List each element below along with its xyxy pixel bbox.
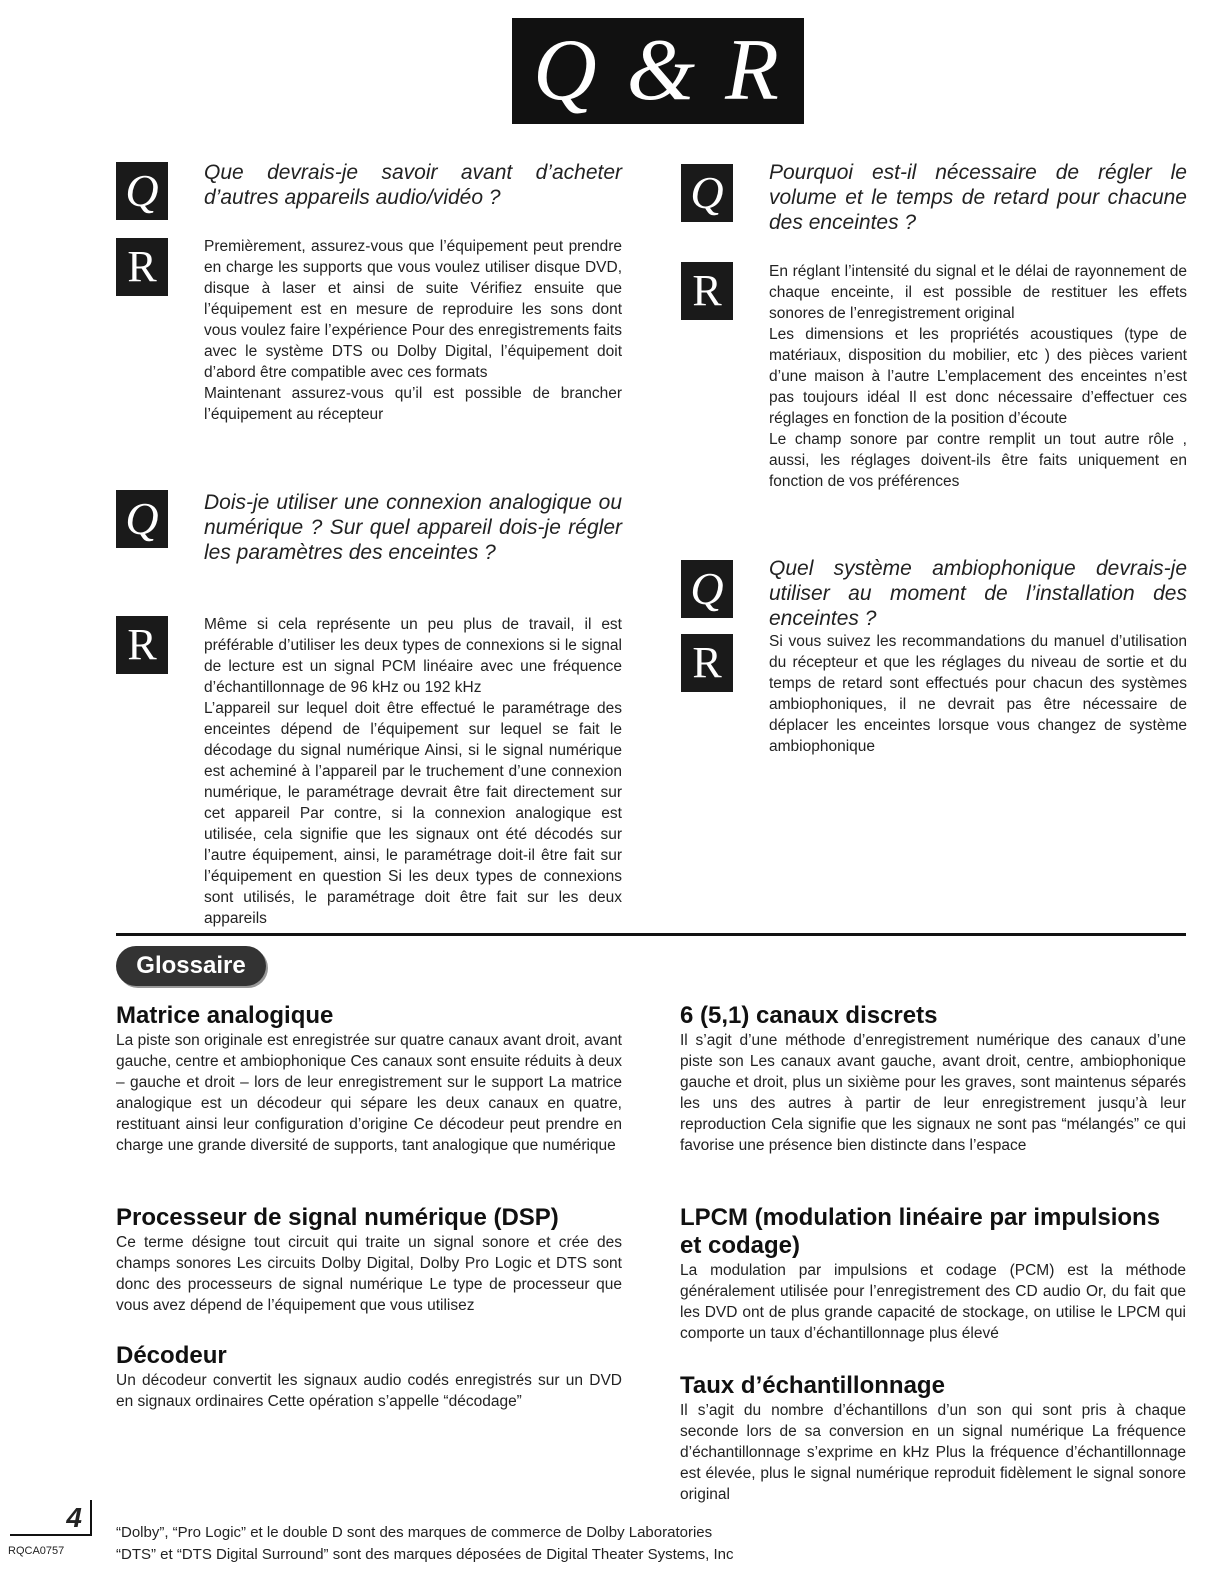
glossary-term: 6 (5,1) canaux discrets [680, 1002, 938, 1029]
question-2: Dois-je utiliser une connexion analogique ou numérique ? Sur quel appareil dois-je régler les paramètres des enceintes ? [204, 491, 622, 564]
answer-4-paragraph: Si vous suivez les recommandations du manuel d’utilisation du récepteur et que les réglages du niveau de sortie et du temps de retard sont effectués pour chacun des systèmes ambiophoniques, il ne devrait pas être nécessaire de déplacer les enceintes lorsque vous changez de système ambiophonique [769, 633, 1187, 755]
answer-1-paragraph: Premièrement, assurez-vous que l’équipement peut prendre en charge les supports que vous voulez utiliser disque DVD, disque à laser et ainsi de suite Vérifiez ensuite que l’équipement est en mesure de reproduire les sons dont vous voulez faire l’expérience Pour des enregistrements faits avec le système DTS ou Dolby Digital, l’équipement doit d’abord être compatible avec ces formats [204, 238, 622, 381]
answer-2-paragraph: L’appareil sur lequel doit être effectué le paramétrage des enceintes dépend de l’équipement sur lequel se fait le décodage du signal numérique Ainsi, si le signal numérique est acheminé à l’appareil par le truchement d’une connexion numérique, le paramétrage devrait être fait directement sur cet appareil Par contre, si la connexion analogique est utilisée, cela signifie que les signaux ont été décodés sur l’autre équipement, ainsi, le paramétrage doit-il être fait sur l’équipement en question Si les deux types de connexions sont utilisés, le paramétrage doit être fait sur les deux appareils [204, 700, 622, 927]
glossary-definition: La modulation par impulsions et codage (PCM) est la méthode généralement utilisée pour l’enregistrement des CD audio Or, du fait que les DVD ont de plus grande capacité de stockage, on utilise le LPCM qui comporte un taux d’échantillonnage plus élevé [680, 1262, 1186, 1342]
answer-2 [204, 614, 622, 929]
model-code: RQCA0757 [8, 1545, 65, 1557]
answer-2-paragraph: Même si cela représente un peu plus de travail, il est préférable d’utiliser les deux types de connexions si le signal de lecture est un signal PCM linéaire avec une fréquence d’échantillonnage de 96 kHz ou 192 kHz [204, 616, 622, 696]
glossary-entry [116, 1002, 622, 1156]
answer-marker: R [681, 262, 733, 320]
answer-1 [204, 236, 622, 425]
glossary-term: Matrice analogique [116, 1002, 334, 1029]
trademark-note-dolby: “Dolby”, “Pro Logic” et le double D sont des marques de commerce de Dolby Laboratories [116, 1524, 713, 1541]
glossary-entry [680, 1204, 1186, 1344]
question-marker: Q [681, 560, 733, 618]
glossary-term: Décodeur [116, 1342, 227, 1369]
answer-marker: R [681, 634, 733, 692]
question-3: Pourquoi est-il nécessaire de régler le volume et le temps de retard pour chacune des enceintes ? [769, 161, 1187, 234]
glossary-term: LPCM (modulation linéaire par impulsions et codage) [680, 1204, 1161, 1259]
answer-marker: R [116, 238, 168, 296]
page-banner-title: Q & R [512, 18, 804, 124]
question-4: Quel système ambiophonique devrais-je utiliser au moment de l’installation des enceintes ? [769, 557, 1187, 630]
glossary-definition: La piste son originale est enregistrée sur quatre canaux avant droit, avant gauche, centre et ambiophonique Ces canaux sont ensuite réduits à deux – gauche et droit – lors de leur enregistrement sur le support La matrice analogique est un décodeur qui sépare les deux canaux en quatre, restituant ainsi leur configuration d’origine Ce décodeur peut prendre en charge une grande diversité de supports, tant analogique que numérique [116, 1032, 622, 1154]
section-divider [116, 933, 1186, 936]
question-1: Que devrais-je savoir avant d’acheter d’autres appareils audio/vidéo ? [204, 161, 622, 209]
trademark-note-dts: “DTS” et “DTS Digital Surround” sont des marques déposées de Digital Theater Systems, Inc [116, 1546, 734, 1563]
answer-marker: R [116, 616, 168, 674]
answer-4 [769, 631, 1187, 757]
page-number: 4 [10, 1500, 92, 1536]
glossary-entry [680, 1372, 1186, 1505]
glossary-definition: Ce terme désigne tout circuit qui traite un signal sonore et crée des champs sonores Les circuits Dolby Digital, Dolby Pro Logic et DTS sont donc des processeurs de signal numérique Le type de processeur que vous avez dépend de l’équipement que vous utilisez [116, 1234, 622, 1314]
glossary-entry [116, 1204, 622, 1316]
question-marker: Q [116, 490, 168, 548]
answer-3-paragraph: En réglant l’intensité du signal et le délai de rayonnement de chaque enceinte, il est possible de restituer les effets sonores de l’enregistrement original [769, 263, 1187, 322]
glossary-term: Taux d’échantillonnage [680, 1372, 945, 1399]
question-marker: Q [116, 162, 168, 220]
answer-3-paragraph: Les dimensions et les propriétés acoustiques (type de matériaux, disposition du mobilier, etc ) des pièces varient d’une maison à l’autre L’emplacement des enceintes n’est pas toujours idéal Il est donc nécessaire d’effectuer ces réglages en fonction de la position d’écoute [769, 326, 1187, 427]
glossary-entry [116, 1342, 622, 1412]
glossary-definition: Il s’agit d’une méthode d’enregistrement numérique des canaux d’une piste son Les canaux avant gauche, avant droit, centre, ambiophonique gauche et droit, plus un sixième pour les graves, sont maintenus séparés les uns des autres à partir de leur enregistrement jusqu’à leur reproduction Cela signifie que les signaux ne sont pas “mélangés” ce qui favorise une présence bien distincte dans l’espace [680, 1032, 1186, 1154]
glossary-tab: Glossaire [116, 946, 266, 986]
glossary-definition: Il s’agit du nombre d’échantillons d’un son qui sont pris à chaque seconde lors de sa conversion en un signal numérique La fréquence d’échantillonnage s’exprime en kHz Plus la fréquence d’échantillonnage est élevée, plus le signal numérique reproduit fidèlement le signal sonore original [680, 1402, 1186, 1503]
glossary-term: Processeur de signal numérique (DSP) [116, 1204, 559, 1231]
answer-1-paragraph: Maintenant assurez-vous qu’il est possible de brancher l’équipement au récepteur [204, 385, 622, 423]
glossary-definition: Un décodeur convertit les signaux audio codés enregistrés sur un DVD en signaux ordinaires Cette opération s’appelle “décodage” [116, 1372, 622, 1410]
answer-3-paragraph: Le champ sonore par contre remplit un tout autre rôle , aussi, les réglages doivent-ils être faits uniquement en fonction de vos préférences [769, 431, 1187, 490]
question-marker: Q [681, 164, 733, 222]
answer-3 [769, 261, 1187, 492]
glossary-entry [680, 1002, 1186, 1156]
